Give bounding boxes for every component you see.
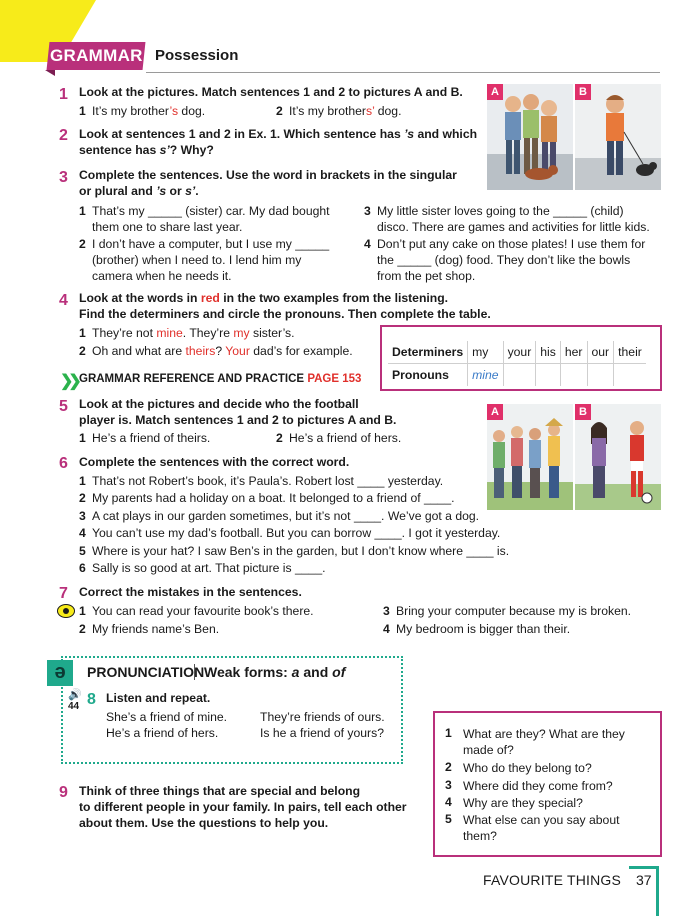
- exercise-5-line-1: Look at the pictures and decide who the football: [79, 397, 359, 411]
- table-cell[interactable]: [587, 364, 614, 387]
- exercise-9-number: 9: [59, 784, 68, 801]
- exercise-4-line-2: Find the determiners and circle the pronouns. Then complete the table.: [79, 307, 491, 321]
- table-cell: his: [536, 341, 561, 364]
- table-cell: your: [503, 341, 536, 364]
- table-row: [388, 341, 646, 364]
- exercise-2-number: 2: [59, 127, 68, 144]
- exercise-3-number: 3: [59, 169, 68, 186]
- exercise-7-item-4: 4 My bedroom is bigger than their.: [383, 622, 571, 636]
- footer-section-title: FAVOURITE THINGS: [483, 872, 622, 888]
- table-row-label: Pronouns: [388, 364, 468, 387]
- question-item: 1 What are they? What are they made of?: [445, 726, 625, 757]
- exercise-3-line-1: Complete the sentences. Use the word in brackets in the singular: [79, 168, 457, 182]
- exercise-6-item: 2 My parents had a holiday on a boat. It belonged to a friend of ____.: [79, 491, 455, 505]
- table-cell: their: [614, 341, 646, 364]
- question-item: 4 Why are they special?: [445, 795, 583, 810]
- exercise-7-item-1: 1 You can read your favourite book’s there.: [79, 604, 314, 618]
- picture-5a-label: A: [487, 404, 503, 420]
- exercise-7-instruction: Correct the mistakes in the sentences.: [79, 585, 302, 599]
- exercise-7-item-2: 2 My friends name’s Ben.: [79, 622, 220, 636]
- exercise-3-item-2: 2 I don’t have a computer, but I use my _____ (brother) when I need to. I lend him my camera when he needs it.: [79, 237, 330, 283]
- exercise-1-instruction: Look at the pictures. Match sentences 1 and 2 to pictures A and B.: [79, 85, 463, 99]
- table-cell[interactable]: [614, 364, 646, 387]
- determiners-table: [388, 341, 646, 386]
- exercise-2-line-1: Look at sentences 1 and 2 in Ex. 1. Which sentence has ’s and which: [79, 127, 478, 141]
- question-item: 2 Who do they belong to?: [445, 760, 592, 775]
- pronunciation-phrase: Is he a friend of yours?: [260, 726, 384, 740]
- picture-1a-label: A: [487, 84, 503, 100]
- question-item: 3 Where did they come from?: [445, 778, 613, 793]
- exercise-2-line-2: sentence has s’? Why?: [79, 143, 214, 157]
- schwa-icon: ə: [47, 660, 73, 686]
- pronunciation-phrase: They’re friends of ours.: [260, 710, 385, 724]
- exercise-6-instruction: Complete the sentences with the correct word.: [79, 455, 350, 469]
- exercise-5-item-2: 2 He’s a friend of hers.: [276, 431, 402, 445]
- page-number-bar: [629, 866, 659, 869]
- table-row: [388, 364, 646, 387]
- exercise-1-item-1: 1 It’s my brother’s dog.: [79, 104, 206, 118]
- audio-track-number: 44: [68, 701, 80, 712]
- pronunciation-phrase: He’s a friend of hers.: [106, 726, 219, 740]
- table-cell[interactable]: [503, 364, 536, 387]
- pronunciation-subtitle: Weak forms: a and of: [194, 664, 345, 680]
- determiners-table-box: [380, 325, 662, 391]
- exercise-7-item-3: 3 Bring your computer because my is broken.: [383, 604, 632, 618]
- exercise-3-line-2: or plural and ’s or s’.: [79, 184, 199, 198]
- question-item: 5 What else can you say about them?: [445, 812, 620, 843]
- exercise-6-item: 4 You can’t use my dad’s football. But you can borrow ____. I got it yesterday.: [79, 526, 501, 540]
- exercise-6-number: 6: [59, 455, 68, 472]
- exercise-6-item: 1 That’s not Robert’s book, it’s Paula’s. Robert lost ____ yesterday.: [79, 474, 444, 488]
- table-cell: her: [560, 341, 587, 364]
- section-title: Possession: [155, 47, 239, 64]
- exercise-8-instruction: Listen and repeat.: [106, 691, 211, 705]
- exercise-4-item-1: 1 They’re not mine. They’re my sister’s.: [79, 326, 295, 340]
- exercise-7-number: 7: [59, 585, 68, 602]
- exercise-3-item-1: 1 That’s my _____ (sister) car. My dad bought them one to share last year.: [79, 204, 330, 234]
- picture-5b-label: B: [575, 404, 591, 420]
- exercise-9-line-3: about them. Use the questions to help you.: [79, 816, 329, 830]
- table-cell[interactable]: [536, 364, 561, 387]
- table-cell: our: [587, 341, 614, 364]
- header-rule: [146, 72, 660, 73]
- table-cell: my: [468, 341, 503, 364]
- page-number: 37: [636, 872, 652, 888]
- exercise-8-number: 8: [87, 691, 96, 708]
- exercise-6-item: 6 Sally is so good at art. That picture is ____.: [79, 561, 326, 575]
- exercise-1-item-2: 2 It’s my brothers’ dog.: [276, 104, 402, 118]
- exercise-3-item-3: 3 My little sister loves going to the _____ (child) disco. There are games and activities for little kids.: [364, 204, 650, 234]
- chevron-right-icon: ❯❯: [60, 373, 77, 390]
- exercise-6-item: 5 Where is your hat? I saw Ben’s in the garden, but I don’t know where ____ is.: [79, 544, 510, 558]
- exercise-5-number: 5: [59, 398, 68, 415]
- audio-icon[interactable]: 🔊: [68, 689, 82, 701]
- picture-1b-label: B: [575, 84, 591, 100]
- pronunciation-phrase: She’s a friend of mine.: [106, 710, 228, 724]
- table-cell: mine: [468, 364, 503, 387]
- grammar-tag-fold: [45, 70, 55, 76]
- exercise-9-line-1: Think of three things that are special and belong: [79, 784, 361, 798]
- exercise-5-item-1: 1 He’s a friend of theirs.: [79, 431, 211, 445]
- exercise-3-item-4: 4 Don’t put any cake on those plates! I use them for the _____ (dog) food. They don’t like the bowls from the pet shop.: [364, 237, 646, 283]
- grammar-reference-link[interactable]: GRAMMAR REFERENCE AND PRACTICE PAGE 153: [79, 373, 362, 385]
- eye-icon: [57, 604, 75, 618]
- exercise-5-line-2: player is. Match sentences 1 and 2 to pictures A and B.: [79, 413, 397, 427]
- exercise-1-number: 1: [59, 86, 68, 103]
- table-cell[interactable]: [560, 364, 587, 387]
- exercise-4-line-1: Look at the words in red in the two examples from the listening.: [79, 291, 449, 305]
- exercise-9-line-2: to different people in your family. In pairs, tell each other: [79, 800, 407, 814]
- grammar-tag: GRAMMAR: [47, 42, 146, 70]
- exercise-4-item-2: 2 Oh and what are theirs? Your dad’s for example.: [79, 344, 353, 358]
- table-row-label: Determiners: [388, 341, 468, 364]
- pronunciation-title: PRONUNCIATION: [87, 664, 205, 680]
- page-number-bar-vertical: [656, 866, 659, 916]
- exercise-4-number: 4: [59, 292, 68, 309]
- exercise-6-item: 3 A cat plays in our garden sometimes, but it’s not ____. We’ve got a dog.: [79, 509, 480, 523]
